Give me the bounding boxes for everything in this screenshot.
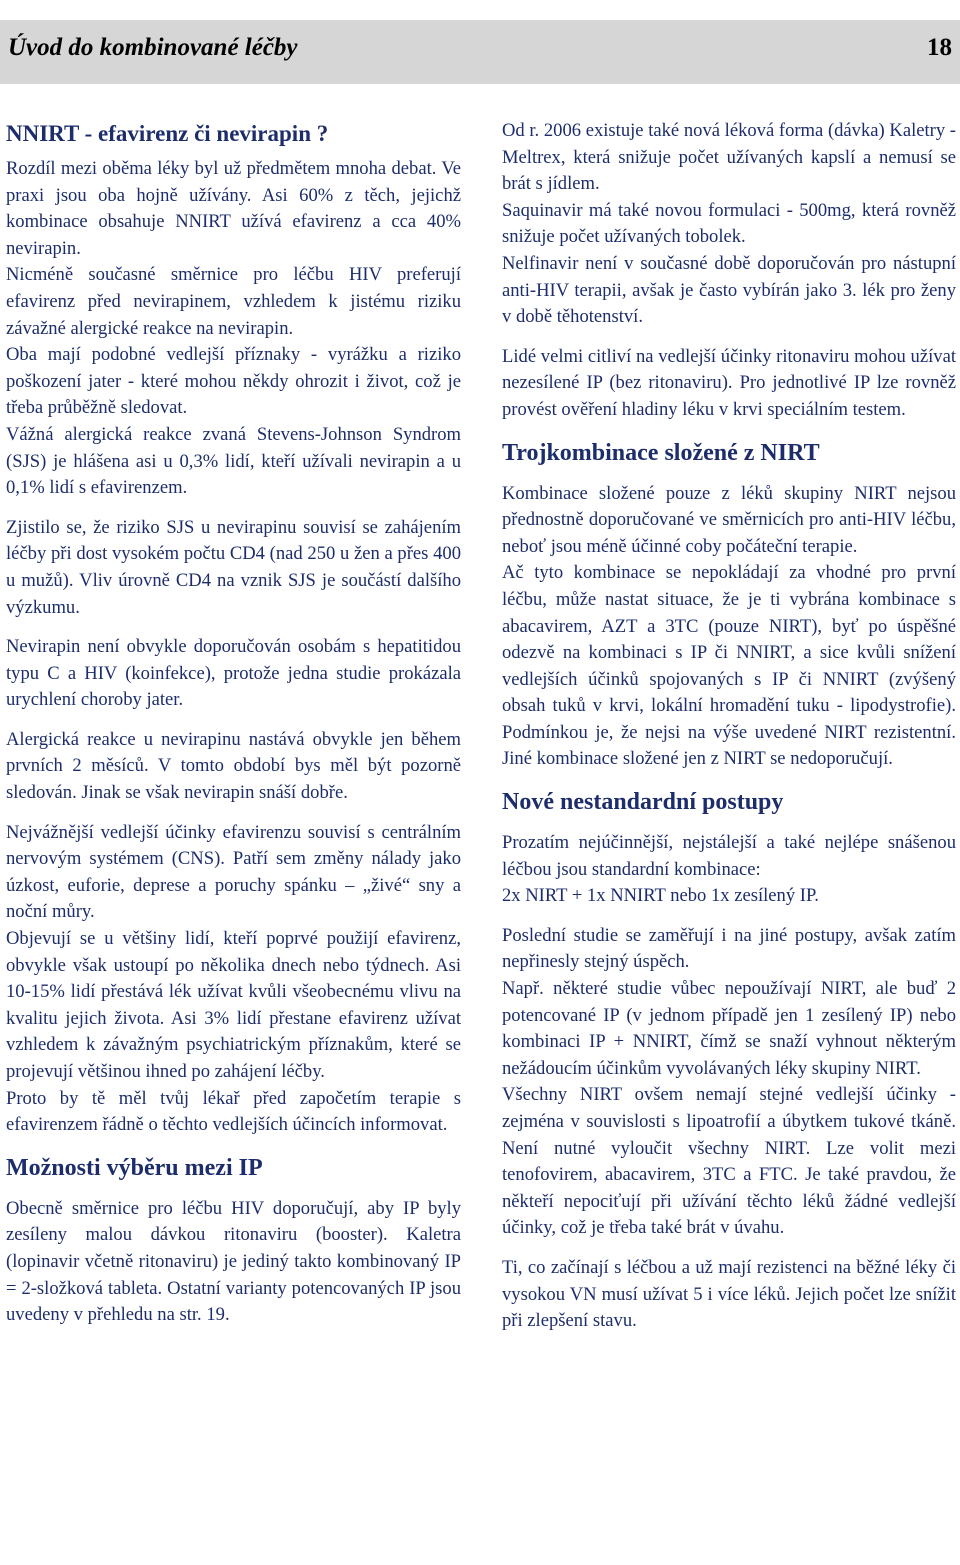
- page-number: 18: [927, 34, 952, 61]
- paragraph: Od r. 2006 existuje také nová léková forma (dávka) Kaletry - Meltrex, která snižuje počet užívaných kapslí a nemusí se brát s jídlem.: [502, 120, 956, 195]
- left-column: [6, 118, 461, 1342]
- paragraph: Rozdíl mezi oběma léky byl už předmětem mnoha debat. Ve praxi jsou oba hojně užívány. Asi 60% z těch, jejichž kombinace obsahuje NNIRT užívá efavirenz a cca 40% nevirapin.: [6, 158, 461, 259]
- paragraph: Ti, co začínají s léčbou a už mají rezistenci na běžné léky či vysokou VN musí užívat 5 i více léků. Jejich počet lze snížit při zlepšení stavu.: [502, 1256, 956, 1332]
- paragraph: Kombinace složené pouze z léků skupiny NIRT nejsou přednostně doporučované ve směrnicích pro anti-HIV léčbu, neboť jsou méně účinné coby počáteční terapie.: [502, 482, 956, 557]
- paragraph: Nelfinavir není v současné době doporučován pro nástupní anti-HIV terapii, avšak je často vybírán jako 3. lék pro ženy v době těhotenství.: [502, 252, 956, 328]
- section-heading-trojkombinace: Trojkombinace složené z NIRT: [502, 439, 820, 466]
- paragraph: Vážná alergická reakce zvaná Stevens-Johnson Syndrom (SJS) je hlášena asi u 0,3% lidí, kteří užívali nevirapin a u 0,1% lidí s efavirenzem.: [6, 423, 461, 499]
- section-heading-ip: Možnosti výběru mezi IP: [6, 1154, 263, 1181]
- paragraph: Oba mají podobné vedlejší příznaky - vyrážku a riziko poškození jater - které mohou někdy ohrozit i život, což je třeba průběžně sledovat.: [6, 344, 461, 419]
- paragraph: Nicméně současné směrnice pro léčbu HIV preferují efavirenz před nevirapinem, vzhledem k jistému riziku závažné alergické reakce na nevirapin.: [6, 264, 461, 339]
- paragraph: Proto by tě měl tvůj lékař před započetím terapie s efavirenzem řádně o těchto vedlejších účincích informovat.: [6, 1087, 461, 1136]
- paragraph: Lidé velmi citliví na vedlejší účinky ritonaviru mohou užívat nezesílené IP (bez ritonaviru). Pro jednotlivé IP lze rovněž provést ověření hladiny léku v krvi speciálním testem.: [502, 345, 956, 420]
- paragraph: Nejvážnější vedlejší účinky efavirenzu souvisí s centrálním nervovým systémem (CNS). Patří sem změny nálady jako úzkost, euforie, deprese a poruchy spánku – „živé“ sny a noční můry.: [6, 821, 461, 923]
- section-heading-nove-postupy: Nové nestandardní postupy: [502, 789, 784, 816]
- section-heading-nnirt: NNIRT - efavirenz či nevirapin ?: [6, 121, 329, 146]
- paragraph: Zjistilo se, že riziko SJS u nevirapinu souvisí se zahájením léčby při dost vysokém počtu CD4 (nad 250 u žen a přes 400 u mužů). Vliv úrovně CD4 na vznik SJS je součástí dalšího výzkumu.: [6, 516, 461, 618]
- page-header: [0, 20, 960, 84]
- paragraph: Všechny NIRT ovšem nemají stejné vedlejší účinky - zejména v souvislosti s lipoatrofií a úbytkem tukové tkáně. Není nutné vyloučit všechny NIRT. Lze volit mezi tenofovirem, abacavirem, 3TC a FTC. Je také pravdou, že někteří nepociťují při užívání těchto léků žádné vedlejší účinky, což je třeba také brát v úvahu.: [502, 1084, 956, 1239]
- paragraph: Poslední studie se zaměřují i na jiné postupy, avšak zatím nepřinesly stejný úspěch.: [502, 924, 956, 973]
- paragraph: Ač tyto kombinace se nepokládají za vhodné pro první léčbu, může nastat situace, že je ti vybrána kombinace s abacavirem, AZT a 3TC (pouze NIRT), byť po úspěšné odezvě na kombinaci s IP či NNIRT, a sice kvůli snížení vedlejších účinků spojovaných s IP či NNIRT (zvýšený obsah tuků v krvi, lokální hromadění tuku - lipodystrofie). Podmínkou je, že nejsi na výše uvedené NIRT rezistentní. Jiné kombinace složené jen z NIRT se nedoporučují.: [502, 562, 956, 770]
- paragraph: 2x NIRT + 1x NNIRT nebo 1x zesílený IP.: [502, 885, 819, 907]
- paragraph: Saquinavir má také novou formulaci - 500mg, která rovněž snižuje počet užívaných tobolek.: [502, 199, 956, 248]
- chapter-title: Úvod do kombinované léčby: [8, 34, 298, 61]
- paragraph: Nevirapin není obvykle doporučován osobám s hepatitidou typu C a HIV (koinfekce), protože jedna studie prokázala urychlení choroby jater.: [6, 636, 461, 711]
- paragraph: Alergická reakce u nevirapinu nastává obvykle jen během prvních 2 měsíců. V tomto období bys měl být pozorně sledován. Jinak se však nevirapin snáší dobře.: [6, 728, 461, 804]
- right-column: [502, 118, 956, 1348]
- paragraph: Objevují se u většiny lidí, kteří poprvé použijí efavirenz, obvykle však ustoupí po několika dnech nebo týdnech. Asi 10-15% lidí přestává lék užívat kvůli všeobecnému vlivu na kvalitu jejich života. Asi 3% lidí přestane efavirenz užívat vzhledem k závažným psychiatrickým příznakům, které se projevují většinou ihned po zahájení léčby.: [6, 928, 461, 1082]
- paragraph: Obecně směrnice pro léčbu HIV doporučují, aby IP byly zesíleny malou dávkou ritonaviru (booster). Kaletra (lopinavir včetně ritonaviru) je jediný takto kombinovaný IP = 2-složková tableta. Ostatní varianty potencovaných IP jsou uvedeny v přehledu na str. 19.: [6, 1197, 461, 1326]
- paragraph: Např. některé studie vůbec nepoužívají NIRT, ale buď 2 potencované IP (v jednom případě jen 1 zesílený IP) nebo kombinaci IP + NNIRT, čímž se snaží vyhnout některým nežádoucím účinkům vyvolávaných léky skupiny NIRT.: [502, 978, 956, 1079]
- paragraph: Prozatím nejúčinnější, nejstálejší a také nejlépe snášenou léčbou jsou standardní kombinace:: [502, 832, 956, 880]
